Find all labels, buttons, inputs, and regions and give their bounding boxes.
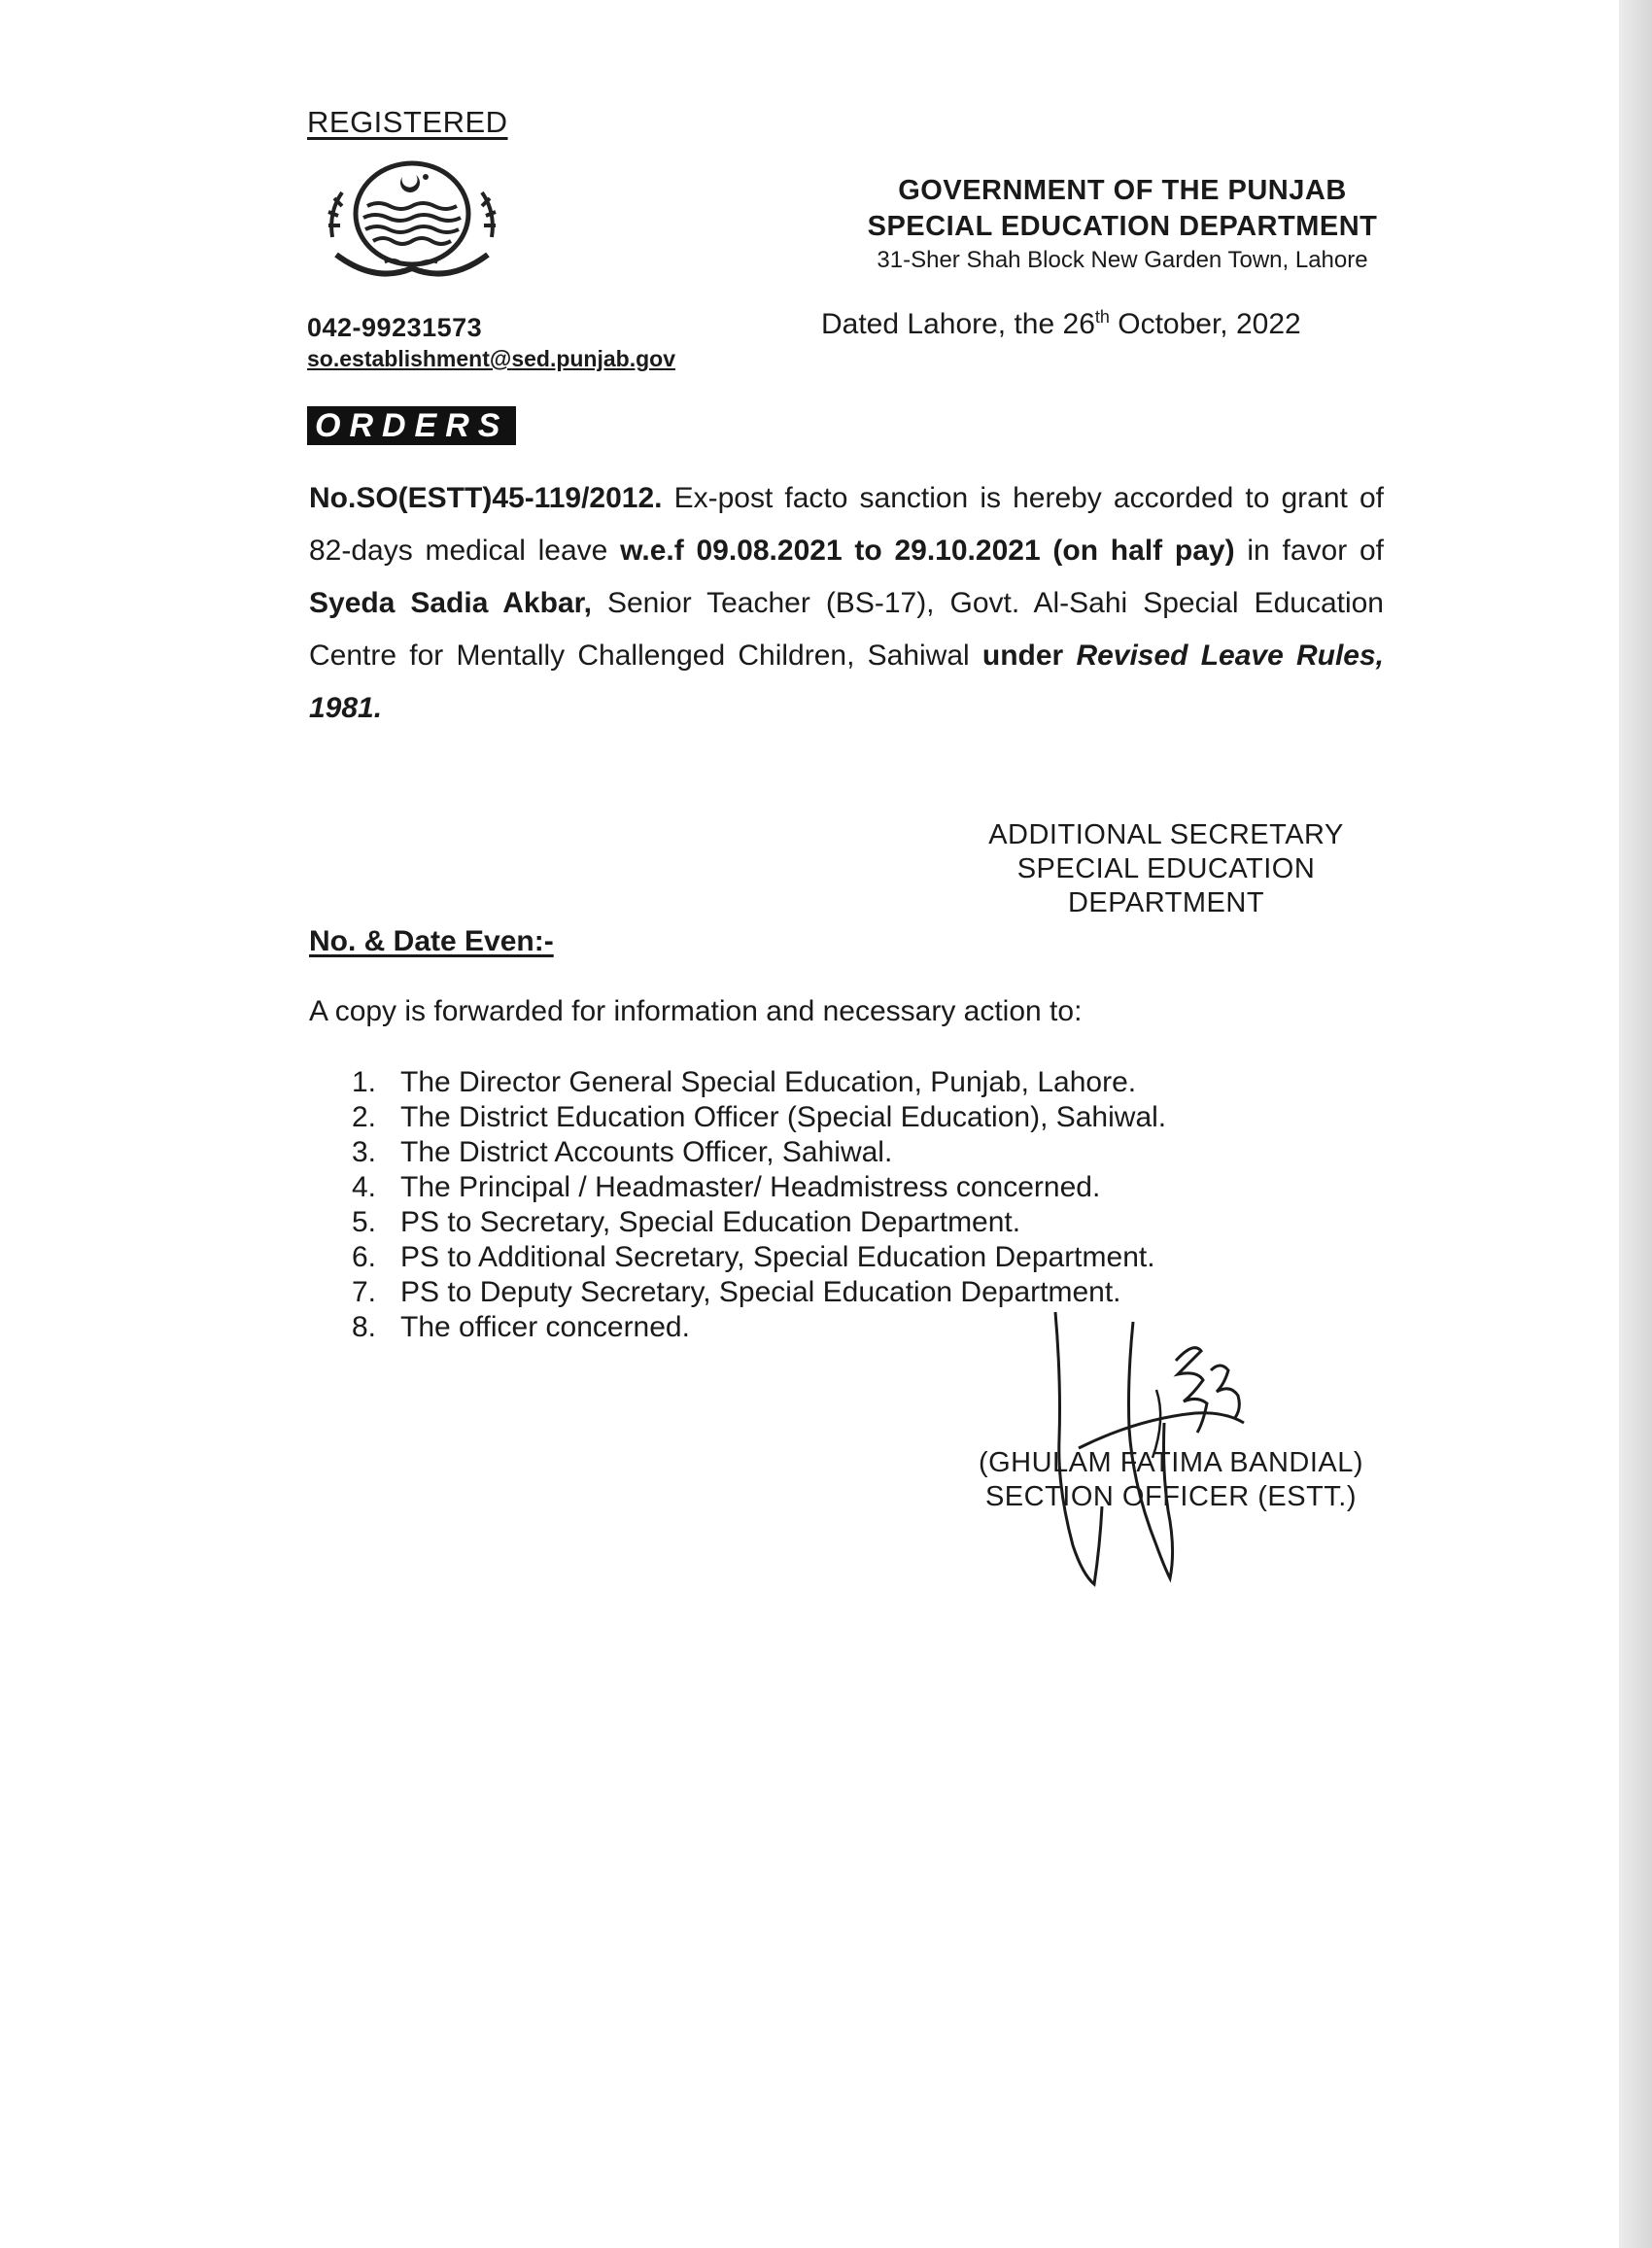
dated-line: Dated Lahore, the 26th October, 2022 <box>821 307 1301 340</box>
orders-heading: ORDERS <box>307 406 516 445</box>
no-date-even-heading: No. & Date Even:- <box>309 925 554 957</box>
punjab-seal-icon <box>317 148 507 294</box>
order-number: No.SO(ESTT)45-119/2012. <box>309 482 663 514</box>
additional-secretary-block: ADDITIONAL SECRETARY SPECIAL EDUCATION DEPARTMENT <box>988 819 1344 918</box>
list-item: 8. The officer concerned. <box>352 1311 690 1343</box>
copy-forwarded-line: A copy is forwarded for information and necessary action to: <box>309 995 1083 1027</box>
registered-label: REGISTERED <box>307 105 508 139</box>
email-address[interactable]: so.establishment@sed.punjab.gov <box>307 346 675 371</box>
department-header <box>768 173 1477 276</box>
list-item: 5. PS to Secretary, Special Education Department. <box>352 1206 1021 1238</box>
leave-rules: Revised Leave Rules, 1981. <box>309 640 1384 724</box>
list-item: 3. The District Accounts Officer, Sahiwal. <box>352 1136 893 1168</box>
page-edge-shadow <box>1619 0 1652 2248</box>
list-item: 2. The District Education Officer (Special Education), Sahiwal. <box>352 1101 1167 1133</box>
government-title: GOVERNMENT OF THE PUNJAB <box>898 175 1347 206</box>
officer-title: SECTION OFFICER (ESTT.) <box>984 1481 1358 1512</box>
order-paragraph: No.SO(ESTT)45-119/2012. Ex-post facto sanction is hereby accorded to grant of 82-days medical leave w.e.f 09.08.2021 to 29.10.2021 (on half pay) in favor of Syeda Sadia Akbar, Senior Teacher (BS-17), Govt. Al-Sahi Special Education Centre for Mentally Challenged Children, Sahiwal under Revised Leave Rules, 1981. <box>309 482 1384 724</box>
department-address: 31-Sher Shah Block New Garden Town, Lahore <box>877 247 1368 273</box>
handwritten-signature <box>1040 1302 1312 1613</box>
list-item: 6. PS to Additional Secretary, Special Education Department. <box>352 1241 1155 1273</box>
phone-number: 042-99231573 <box>307 313 483 342</box>
leave-period: w.e.f 09.08.2021 to 29.10.2021 (on half pay) <box>620 535 1235 567</box>
list-item: 7. PS to Deputy Secretary, Special Education Department. <box>352 1276 1121 1308</box>
list-item: 4. The Principal / Headmaster/ Headmistress concerned. <box>352 1171 1101 1203</box>
officer-name: (GHULAM FATIMA BANDIAL) <box>978 1447 1364 1478</box>
employee-name: Syeda Sadia Akbar, <box>309 587 592 619</box>
list-item: 1. The Director General Special Education, Punjab, Lahore. <box>352 1066 1137 1098</box>
department-title: SPECIAL EDUCATION DEPARTMENT <box>867 211 1378 242</box>
